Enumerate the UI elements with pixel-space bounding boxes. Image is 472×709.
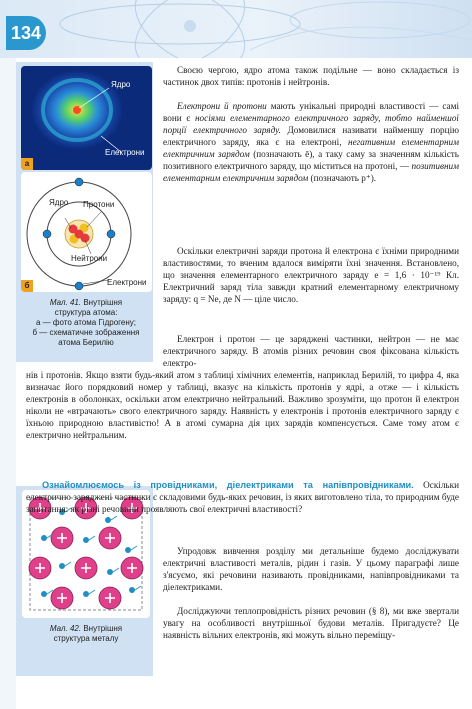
electron-motion-arrow (65, 562, 71, 566)
beryllium-atom-diagram (21, 172, 152, 292)
electron-motion-arrow (135, 586, 141, 590)
free-electron (107, 569, 113, 575)
paragraph-4-full: нів і протонів. Якщо взяти будь-який атом з таблиці хімічних елементів, наприклад Берилій, то цифра 4, яка визначає його порядковий номер у таблиці, вказує на кількість протонів у ядрі, а отже — і кількість електронів в оболонках, оскільки атом електрично нейтральний. Важливо зрозуміти, що протон й електрон ніколи не «втрачають» свого електричного заряду. Наявність у електронів і протонів електричного заряду є їхньою природною властивістю! А в атомі сумарна дія цих зарядів компенсується. Саме тому атом є електрично нейтральним. (26, 370, 459, 441)
text-run: (позначають ē), а таку саму за значенням кількість позитивного електричного заряду, що міститься на протоні, — (163, 149, 459, 172)
text-run: (позначають p⁺). (308, 173, 377, 184)
text-run: Оскільки електрично заряджені частинки є складовими будь-яких речовин, із яких виготовлено тіла, то природним буде запитання: як різні речовини проявляють свої електричні властивості? (26, 480, 459, 515)
free-electron (125, 547, 131, 553)
paragraph-4-top: Електрон і протон — це заряджені частинки, нейтрон — не має електричного заряду. В атомів різних речовин своя фіксована кількість електро- (163, 334, 459, 369)
term-positive-charge: позитивним елементарним електричним зарядом (163, 161, 459, 184)
electron-motion-arrow (113, 568, 119, 572)
label-nucleus-scheme: Ядро (49, 198, 69, 207)
label-electrons-photo: Електрони (105, 148, 145, 157)
hydrogen-atom-photo (21, 66, 152, 170)
text-run: мають унікальні природні властивості — самі вони є (163, 101, 459, 124)
paragraph-3: Оскільки електричні заряди протона й електрона є їхніми природними властивостями, то вченим вдалося виміряти їхні значення. Встановлено, що значення елементарного електричного заряду e = 1,6 · 10⁻¹⁹ Кл. Електричний заряд тіла завжди кратний елементарному електричному заряду: q = Ne, де N — ціле число. (163, 246, 459, 305)
caption-line: б — схематичне зображення (32, 328, 140, 337)
free-electron (41, 591, 47, 597)
paragraph-1: Своєю чергою, ядро атома також подільне — воно складається із частинок двох типів: протонів і нейтронів. (163, 65, 459, 88)
free-electron (83, 537, 89, 543)
electron-motion-arrow (131, 546, 137, 550)
paragraph-2 (163, 100, 459, 184)
figure-42-caption (24, 624, 148, 644)
free-electron (41, 535, 47, 541)
free-electron (83, 591, 89, 597)
label-nucleus-photo: Ядро (111, 80, 131, 89)
label-electrons-scheme: Електрони (107, 278, 147, 287)
figure-41-number: Мал. 41. (49, 298, 82, 307)
free-electron (129, 587, 135, 593)
caption-line: Внутрішня (83, 624, 123, 633)
figure-41-caption (24, 298, 148, 348)
caption-line: структура атома: (54, 308, 118, 317)
caption-line: Внутрішня (83, 298, 123, 307)
beryllium-scheme-image (21, 172, 152, 292)
free-electron (59, 563, 65, 569)
figure-tag-b: б (21, 280, 33, 292)
free-electron (105, 517, 111, 523)
caption-line: атома Берилію (58, 338, 114, 347)
paragraph-7: Досліджуючи теплопровідність різних речовин (§ 8), ми вже звертали увагу на особливості внутрішньої будови металів. Пригадуєте? Це наявність вільних електронів, які можуть вільно переміщу- (163, 606, 459, 641)
figure-tag-a: а (21, 158, 33, 170)
figure-42-number: Мал. 42. (49, 624, 82, 633)
label-neutrons: Нейтрони (71, 254, 108, 263)
caption-line: структура металу (53, 634, 119, 643)
electron-motion-arrow (111, 516, 117, 520)
page-number: 134 (6, 16, 46, 50)
left-margin-strip (0, 58, 16, 709)
section-heading-conductors: Ознайомлюємось із провідниками, діелектриками та напівпровідниками. (42, 480, 414, 490)
term-charge-carriers: носіями елементарного електричного заряду, тобто найменшої порції електричного заряду. (163, 113, 459, 136)
electron-motion-arrow (89, 536, 95, 540)
caption-line: а — фото атома Гідрогену; (36, 318, 136, 327)
term-electrons-protons: Електрони й протони (177, 101, 267, 111)
paragraph-6: Упродовж вивчення розділу ми детальніше будемо досліджувати електричні властивості металів, рідин і газів. У цьому параграфі лише з'ясуємо, які речовини називають провідниками, напівпровідниками та діелектриками. (163, 546, 459, 593)
atom-decoration-icon (0, 0, 472, 58)
text-run: Домовилися називати найменшу порцію електричного заряду, яка є на електроні, (163, 125, 459, 148)
label-protons: Протони (83, 200, 115, 209)
page-header-banner (0, 0, 472, 58)
paragraph-5-start (26, 479, 459, 515)
term-negative-charge: негативним елементарним електричним зарядом (163, 137, 459, 160)
electron-motion-arrow (89, 590, 95, 594)
